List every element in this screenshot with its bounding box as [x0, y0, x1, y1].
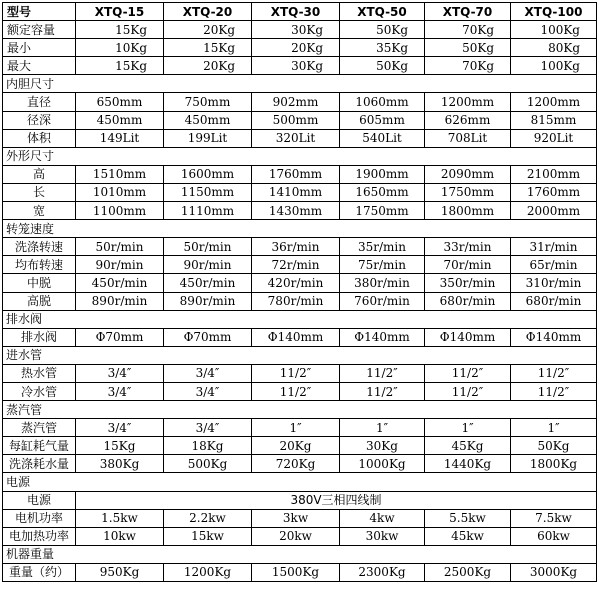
- row-label: 每缸耗气量: [3, 437, 76, 455]
- cell-value: 20Kg: [252, 39, 340, 57]
- section-label: 电源: [3, 473, 597, 491]
- table-row: [3, 129, 597, 147]
- cell-value: Φ70mm: [164, 328, 252, 346]
- section-row: [3, 346, 597, 364]
- cell-value: 100Kg: [511, 21, 597, 39]
- cell-value: Φ140mm: [252, 328, 340, 346]
- row-label: 热水管: [3, 364, 76, 382]
- cell-value: 350r/min: [425, 274, 511, 292]
- cell-value: 10kw: [76, 527, 164, 545]
- cell-value: 1″: [252, 419, 340, 437]
- cell-value: 3/4″: [76, 419, 164, 437]
- cell-value: 20kw: [252, 527, 340, 545]
- cell-value: 50Kg: [340, 21, 425, 39]
- table-row: [3, 292, 597, 310]
- cell-value: 4kw: [340, 509, 425, 527]
- cell-value: Φ70mm: [76, 328, 164, 346]
- cell-value: 1500Kg: [252, 563, 340, 581]
- cell-value: 3000Kg: [511, 563, 597, 581]
- section-label: 外形尺寸: [3, 147, 597, 165]
- row-label: 高: [3, 165, 76, 183]
- cell-value: 30Kg: [252, 21, 340, 39]
- cell-value: 450mm: [164, 111, 252, 129]
- row-label: 长: [3, 183, 76, 201]
- cell-value: 1″: [425, 419, 511, 437]
- row-label: 宽: [3, 202, 76, 220]
- cell-value: 35r/min: [340, 238, 425, 256]
- cell-value: 1″: [340, 419, 425, 437]
- cell-value: 1900mm: [340, 165, 425, 183]
- table-row: [3, 111, 597, 129]
- row-label: 电加热功率: [3, 527, 76, 545]
- cell-value: 199Lit: [164, 129, 252, 147]
- table-row: [3, 183, 597, 201]
- cell-value: 320Lit: [252, 129, 340, 147]
- section-row: [3, 473, 597, 491]
- cell-value: 70Kg: [425, 21, 511, 39]
- table-row: [3, 238, 597, 256]
- cell-value: 1150mm: [164, 183, 252, 201]
- cell-value: 45kw: [425, 527, 511, 545]
- spanned-value: 380V三相四线制: [76, 491, 597, 509]
- section-label: 进水管: [3, 346, 597, 364]
- cell-value: 11/2″: [340, 382, 425, 400]
- cell-value: 605mm: [340, 111, 425, 129]
- cell-value: 15Kg: [76, 57, 164, 75]
- table-row: [3, 39, 597, 57]
- cell-value: 36r/min: [252, 238, 340, 256]
- table-row: [3, 202, 597, 220]
- cell-value: 11/2″: [252, 364, 340, 382]
- cell-value: 3/4″: [76, 364, 164, 382]
- cell-value: 1750mm: [340, 202, 425, 220]
- table-row: [3, 93, 597, 111]
- cell-value: Φ140mm: [425, 328, 511, 346]
- table-row: [3, 437, 597, 455]
- cell-value: 65r/min: [511, 256, 597, 274]
- cell-value: 3/4″: [164, 382, 252, 400]
- section-label: 蒸汽管: [3, 401, 597, 419]
- row-label: 重量（约）: [3, 563, 76, 581]
- cell-value: 3kw: [252, 509, 340, 527]
- cell-value: 450mm: [76, 111, 164, 129]
- table-row: [3, 491, 597, 509]
- table-row: [3, 455, 597, 473]
- row-label: 冷水管: [3, 382, 76, 400]
- cell-value: 30kw: [340, 527, 425, 545]
- cell-value: 70r/min: [425, 256, 511, 274]
- header-model-4: XTQ-50: [340, 3, 425, 21]
- cell-value: 2090mm: [425, 165, 511, 183]
- cell-value: 950Kg: [76, 563, 164, 581]
- header-model-6: XTQ-100: [511, 3, 597, 21]
- row-label: 高脱: [3, 292, 76, 310]
- row-label: 最小: [3, 39, 76, 57]
- cell-value: 70Kg: [425, 57, 511, 75]
- section-label: 机器重量: [3, 545, 597, 563]
- cell-value: 720Kg: [252, 455, 340, 473]
- cell-value: 1440Kg: [425, 455, 511, 473]
- cell-value: 1″: [511, 419, 597, 437]
- cell-value: 2.2kw: [164, 509, 252, 527]
- cell-value: 3/4″: [164, 364, 252, 382]
- cell-value: 1100mm: [76, 202, 164, 220]
- cell-value: 20Kg: [164, 21, 252, 39]
- cell-value: 45Kg: [425, 437, 511, 455]
- cell-value: 2100mm: [511, 165, 597, 183]
- header-row: [3, 3, 597, 21]
- section-row: [3, 220, 597, 238]
- cell-value: 60kw: [511, 527, 597, 545]
- row-label: 蒸汽管: [3, 419, 76, 437]
- section-row: [3, 401, 597, 419]
- cell-value: 680r/min: [511, 292, 597, 310]
- section-row: [3, 147, 597, 165]
- cell-value: 50Kg: [340, 57, 425, 75]
- cell-value: 1800mm: [425, 202, 511, 220]
- cell-value: 15Kg: [164, 39, 252, 57]
- cell-value: 72r/min: [252, 256, 340, 274]
- cell-value: 1010mm: [76, 183, 164, 201]
- header-model-2: XTQ-20: [164, 3, 252, 21]
- header-model-5: XTQ-70: [425, 3, 511, 21]
- cell-value: 1510mm: [76, 165, 164, 183]
- cell-value: 15Kg: [76, 21, 164, 39]
- cell-value: 3/4″: [164, 419, 252, 437]
- cell-value: 15Kg: [76, 437, 164, 455]
- cell-value: 2300Kg: [340, 563, 425, 581]
- cell-value: 310r/min: [511, 274, 597, 292]
- cell-value: 7.5kw: [511, 509, 597, 527]
- section-label: 排水阀: [3, 310, 597, 328]
- cell-value: 31r/min: [511, 238, 597, 256]
- cell-value: 380r/min: [340, 274, 425, 292]
- cell-value: 149Lit: [76, 129, 164, 147]
- section-label: 转笼速度: [3, 220, 597, 238]
- cell-value: 80Kg: [511, 39, 597, 57]
- cell-value: 50r/min: [76, 238, 164, 256]
- cell-value: 760r/min: [340, 292, 425, 310]
- cell-value: 650mm: [76, 93, 164, 111]
- cell-value: 500mm: [252, 111, 340, 129]
- cell-value: 420r/min: [252, 274, 340, 292]
- cell-value: 1800Kg: [511, 455, 597, 473]
- cell-value: 1060mm: [340, 93, 425, 111]
- row-label: 额定容量: [3, 21, 76, 39]
- cell-value: 2000mm: [511, 202, 597, 220]
- cell-value: 680r/min: [425, 292, 511, 310]
- cell-value: 11/2″: [511, 364, 597, 382]
- cell-value: 380Kg: [76, 455, 164, 473]
- cell-value: 1760mm: [252, 165, 340, 183]
- cell-value: 890r/min: [76, 292, 164, 310]
- cell-value: 920Lit: [511, 129, 597, 147]
- table-row: [3, 364, 597, 382]
- cell-value: 11/2″: [425, 364, 511, 382]
- cell-value: 1760mm: [511, 183, 597, 201]
- cell-value: 1750mm: [425, 183, 511, 201]
- cell-value: 5.5kw: [425, 509, 511, 527]
- row-label: 径深: [3, 111, 76, 129]
- cell-value: 1200mm: [511, 93, 597, 111]
- row-label: 洗涤转速: [3, 238, 76, 256]
- table-row: [3, 21, 597, 39]
- row-label: 排水阀: [3, 328, 76, 346]
- row-label: 电源: [3, 491, 76, 509]
- cell-value: 780r/min: [252, 292, 340, 310]
- header-model-label: 型号: [3, 3, 76, 21]
- cell-value: 815mm: [511, 111, 597, 129]
- cell-value: 20Kg: [252, 437, 340, 455]
- cell-value: 11/2″: [511, 382, 597, 400]
- cell-value: 100Kg: [511, 57, 597, 75]
- cell-value: 1200mm: [425, 93, 511, 111]
- cell-value: 20Kg: [164, 57, 252, 75]
- table-row: [3, 509, 597, 527]
- cell-value: 50r/min: [164, 238, 252, 256]
- table-row: [3, 527, 597, 545]
- row-label: 洗涤耗水量: [3, 455, 76, 473]
- cell-value: 1110mm: [164, 202, 252, 220]
- cell-value: 1000Kg: [340, 455, 425, 473]
- cell-value: 1650mm: [340, 183, 425, 201]
- cell-value: 1.5kw: [76, 509, 164, 527]
- cell-value: Φ140mm: [340, 328, 425, 346]
- table-row: [3, 563, 597, 581]
- cell-value: 3/4″: [76, 382, 164, 400]
- cell-value: Φ140mm: [511, 328, 597, 346]
- cell-value: 2500Kg: [425, 563, 511, 581]
- section-row: [3, 310, 597, 328]
- row-label: 电机功率: [3, 509, 76, 527]
- table-row: [3, 165, 597, 183]
- table-row: [3, 256, 597, 274]
- cell-value: 30Kg: [340, 437, 425, 455]
- table-row: [3, 328, 597, 346]
- cell-value: 450r/min: [76, 274, 164, 292]
- section-label: 内胆尺寸: [3, 75, 597, 93]
- cell-value: 18Kg: [164, 437, 252, 455]
- section-row: [3, 75, 597, 93]
- cell-value: 50Kg: [425, 39, 511, 57]
- table-row: [3, 419, 597, 437]
- cell-value: 750mm: [164, 93, 252, 111]
- cell-value: 902mm: [252, 93, 340, 111]
- cell-value: 1200Kg: [164, 563, 252, 581]
- table-row: [3, 274, 597, 292]
- cell-value: 30Kg: [252, 57, 340, 75]
- row-label: 均布转速: [3, 256, 76, 274]
- cell-value: 11/2″: [252, 382, 340, 400]
- cell-value: 450r/min: [164, 274, 252, 292]
- section-row: [3, 545, 597, 563]
- table-row: [3, 57, 597, 75]
- cell-value: 890r/min: [164, 292, 252, 310]
- row-label: 最大: [3, 57, 76, 75]
- cell-value: 15kw: [164, 527, 252, 545]
- cell-value: 1410mm: [252, 183, 340, 201]
- cell-value: 1430mm: [252, 202, 340, 220]
- cell-value: 35Kg: [340, 39, 425, 57]
- cell-value: 90r/min: [76, 256, 164, 274]
- cell-value: 33r/min: [425, 238, 511, 256]
- spec-table: [2, 2, 597, 582]
- header-model-3: XTQ-30: [252, 3, 340, 21]
- cell-value: 10Kg: [76, 39, 164, 57]
- row-label: 中脱: [3, 274, 76, 292]
- cell-value: 500Kg: [164, 455, 252, 473]
- cell-value: 90r/min: [164, 256, 252, 274]
- cell-value: 540Lit: [340, 129, 425, 147]
- row-label: 直径: [3, 93, 76, 111]
- cell-value: 11/2″: [425, 382, 511, 400]
- cell-value: 11/2″: [340, 364, 425, 382]
- cell-value: 75r/min: [340, 256, 425, 274]
- cell-value: 50Kg: [511, 437, 597, 455]
- cell-value: 626mm: [425, 111, 511, 129]
- header-model-1: XTQ-15: [76, 3, 164, 21]
- cell-value: 708Lit: [425, 129, 511, 147]
- table-row: [3, 382, 597, 400]
- cell-value: 1600mm: [164, 165, 252, 183]
- row-label: 体积: [3, 129, 76, 147]
